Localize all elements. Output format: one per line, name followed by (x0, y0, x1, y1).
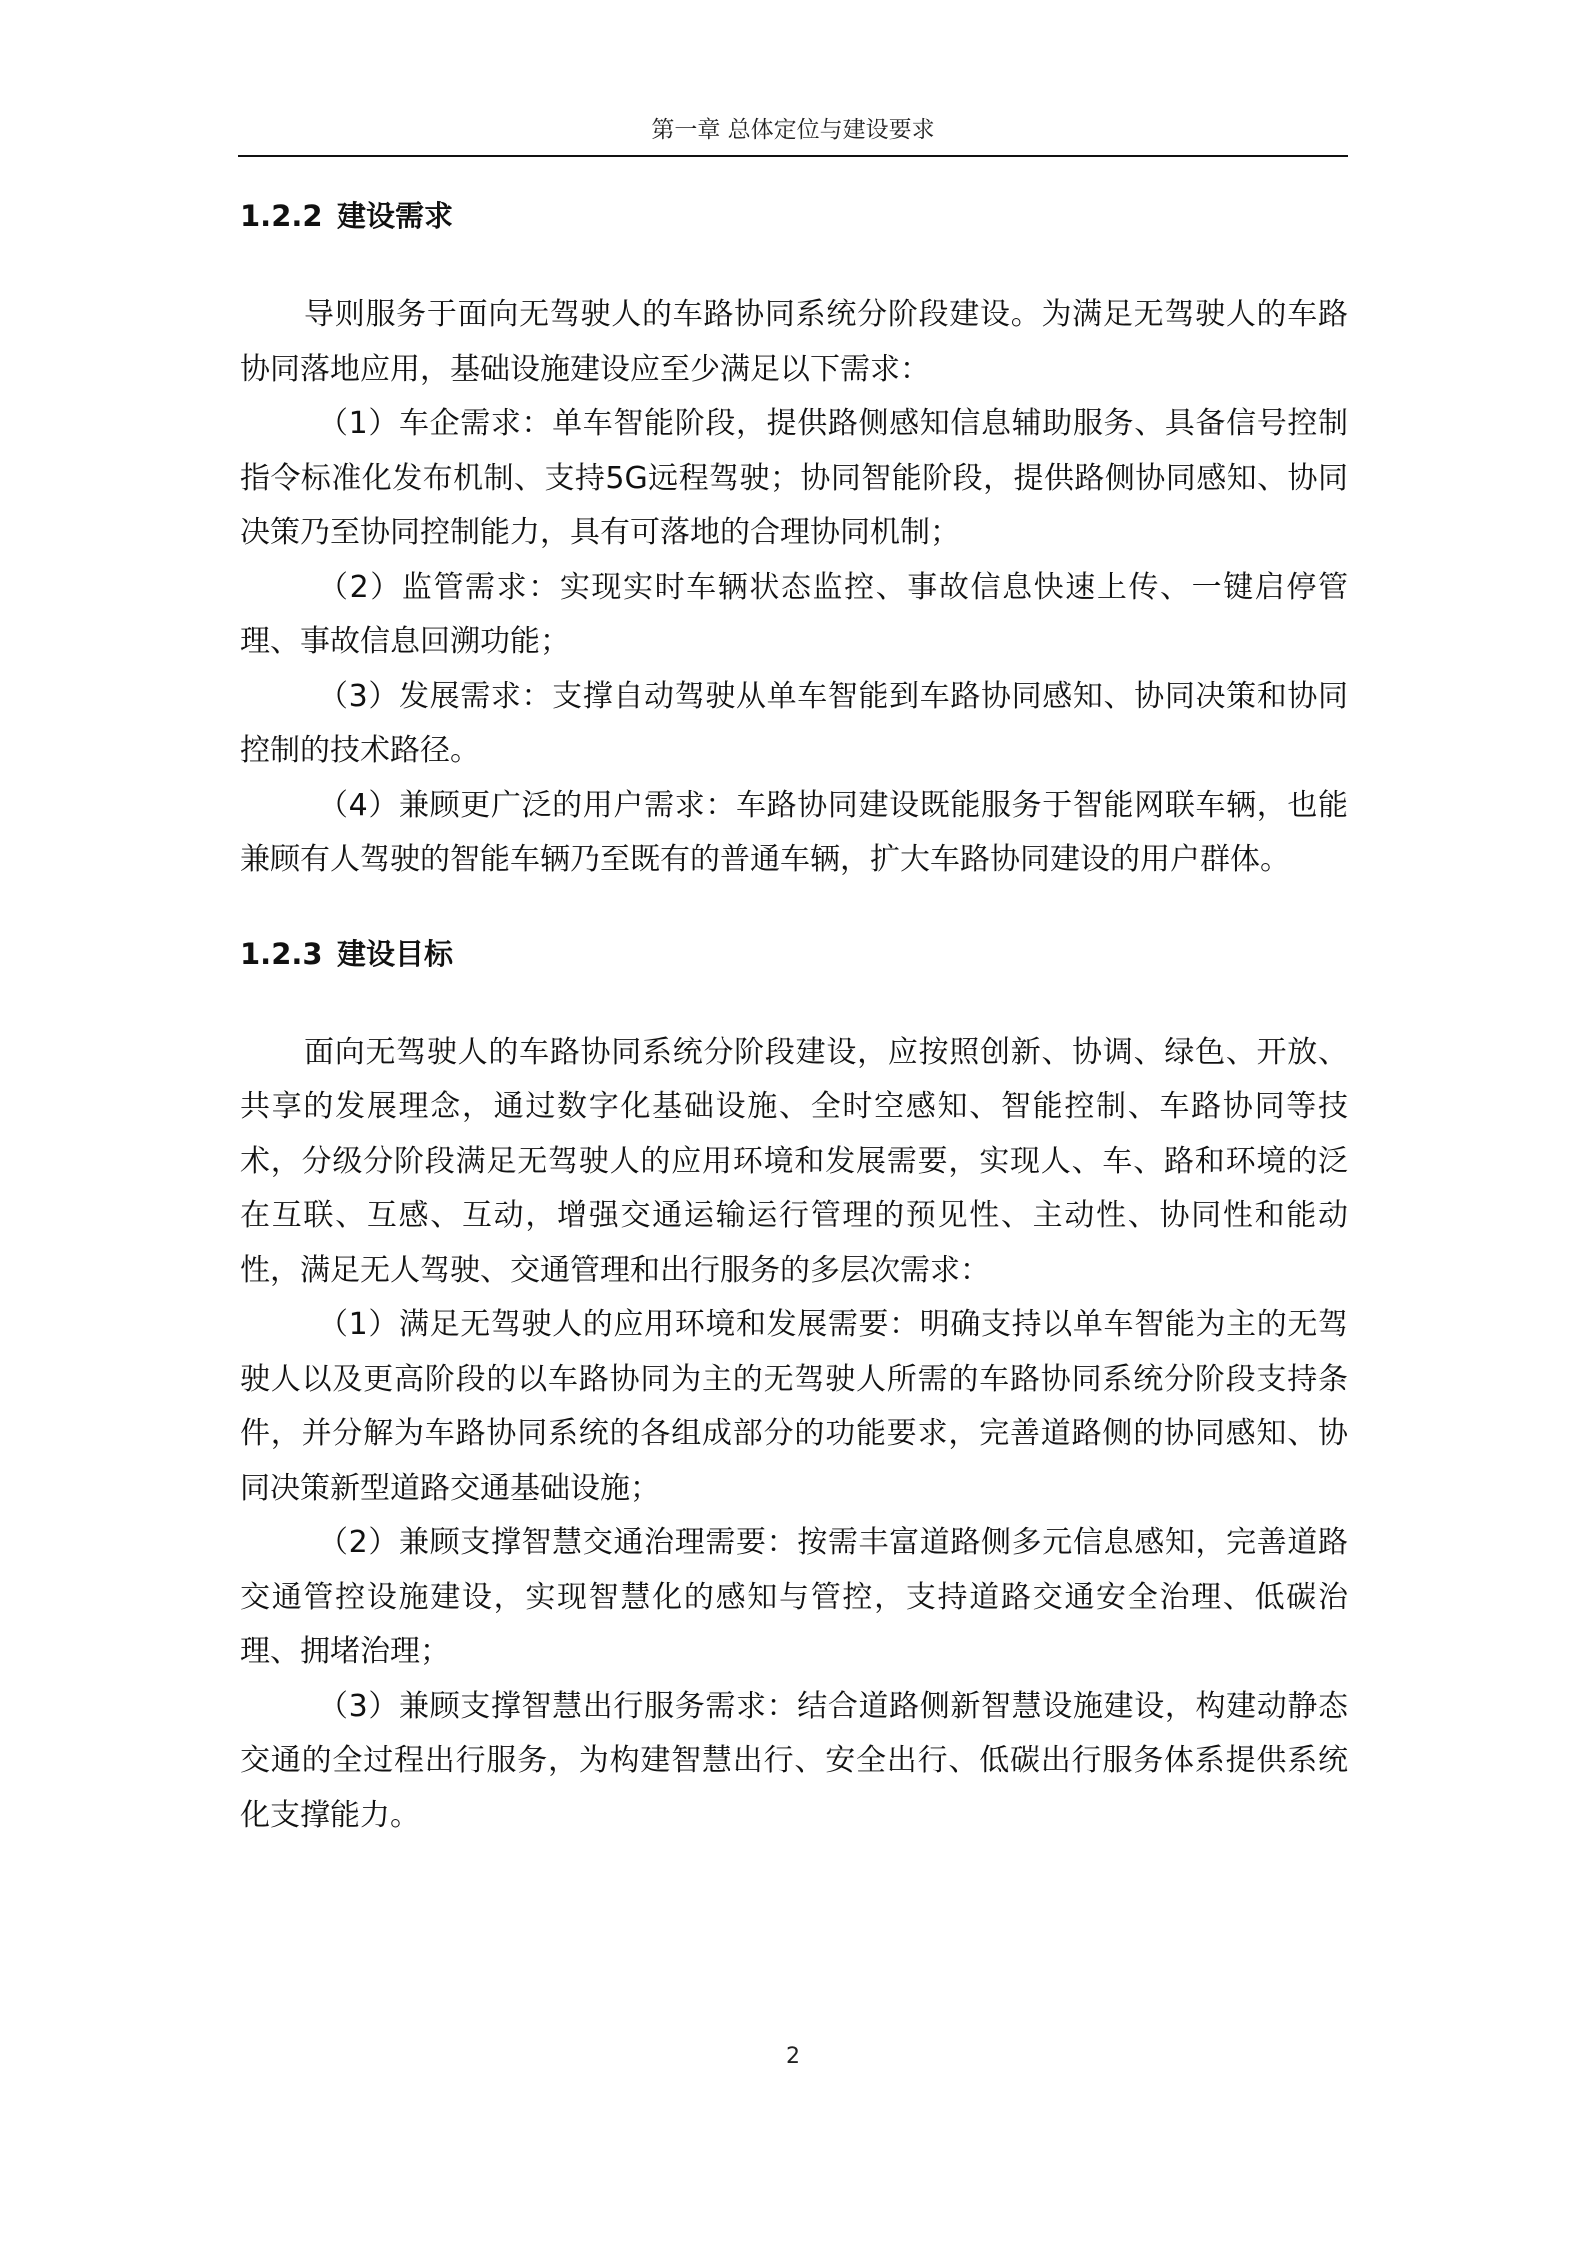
section-heading-1-2-2 (240, 188, 1348, 244)
paragraph-item-1: （1）满足无驾驶人的应用环境和发展需要：明确支持以单车智能为主的无驾驶人以及更高阶段的以车路协同为主的无驾驶人所需的车路协同系统分阶段支持条件，并分解为车路协同系统的各组成部分的功能要求，完善道路侧的协同感知、协同决策新型道路交通基础设施； (240, 1307, 1348, 1506)
paragraph-item-2: （2）监管需求：实现实时车辆状态监控、事故信息快速上传、一键启停管理、事故信息回溯功能； (240, 569, 1348, 659)
paragraph-item-2: （2）兼顾支撑智慧交通治理需要：按需丰富道路侧多元信息感知，完善道路交通管控设施建设，实现智慧化的感知与管控，支持道路交通安全治理、低碳治理、拥堵治理； (240, 1525, 1348, 1669)
header-rule (238, 155, 1348, 157)
section-number: 1.2.3 (240, 936, 323, 971)
paragraph-item-3: （3）兼顾支撑智慧出行服务需求：结合道路侧新智慧设施建设，构建动静态交通的全过程出行服务，为构建智慧出行、安全出行、低碳出行服务体系提供系统化支撑能力。 (240, 1688, 1348, 1833)
paragraph-intro: 导则服务于面向无驾驶人的车路协同系统分阶段建设。为满足无驾驶人的车路协同落地应用，基础设施建设应至少满足以下需求： (240, 297, 1348, 387)
paragraph-item-1: （1）车企需求：单车智能阶段，提供路侧感知信息辅助服务、具备信号控制指令标准化发布机制、支持5G远程驾驶；协同智能阶段，提供路侧协同感知、协同决策乃至协同控制能力，具有可落地的合理协同机制； (240, 406, 1348, 550)
section-title: 建设目标 (337, 936, 454, 971)
section-title: 建设需求 (337, 199, 454, 233)
section-heading-1-2-3 (240, 926, 1348, 982)
section-number: 1.2.2 (240, 199, 323, 233)
paragraph-item-4: （4）兼顾更广泛的用户需求：车路协同建设既能服务于智能网联车辆，也能兼顾有人驾驶的智能车辆乃至既有的普通车辆，扩大车路协同建设的用户群体。 (240, 787, 1348, 877)
running-header-chapter-title: 第一章 总体定位与建设要求 (651, 117, 935, 143)
paragraph-intro: 面向无驾驶人的车路协同系统分阶段建设，应按照创新、协调、绿色、开放、共享的发展理念，通过数字化基础设施、全时空感知、智能控制、车路协同等技术，分级分阶段满足无驾驶人的应用环境和发展需要，实现人、车、路和环境的泛在互联、互感、互动，增强交通运输运行管理的预见性、主动性、协同性和能动性，满足无人驾驶、交通管理和出行服务的多层次需求： (240, 1034, 1348, 1288)
paragraph-item-3: （3）发展需求：支撑自动驾驶从单车智能到车路协同感知、协同决策和协同控制的技术路径。 (240, 678, 1348, 768)
page-body (240, 188, 1348, 1843)
page-number: 2 (786, 2044, 800, 2069)
